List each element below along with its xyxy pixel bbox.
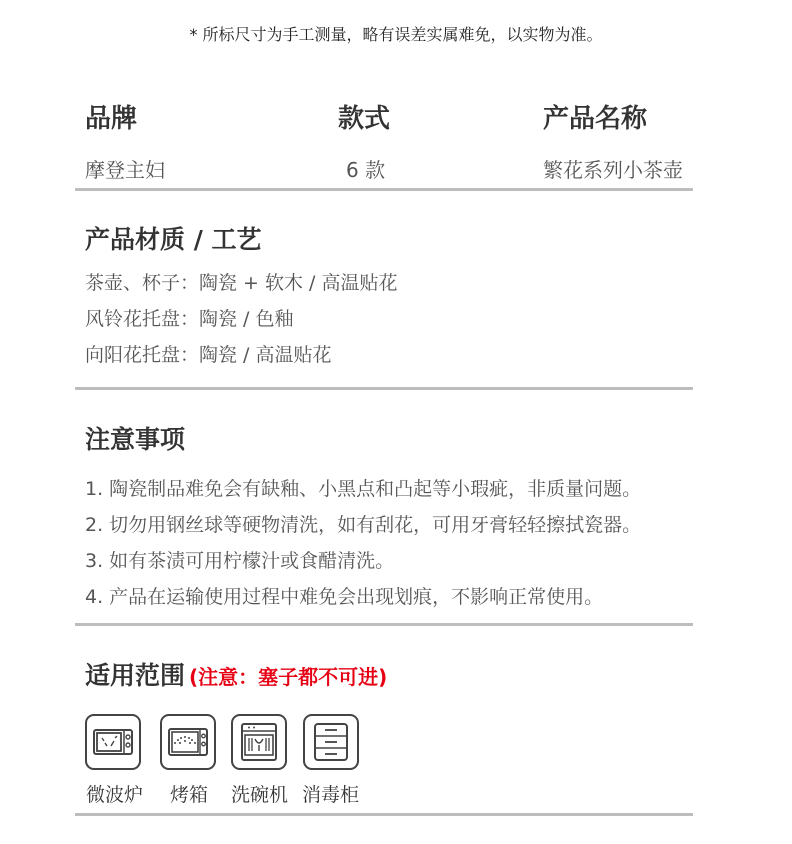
- divider: [75, 188, 693, 191]
- brand-header: 品牌: [85, 104, 138, 134]
- product-name-value: 繁花系列小茶壶: [543, 158, 683, 182]
- brand-value: 摩登主妇: [85, 158, 165, 182]
- dishwasher-icon: [231, 714, 287, 770]
- divider: [75, 387, 693, 390]
- notice-title: 注意事项: [85, 425, 186, 454]
- appliance-label: 洗碗机: [231, 784, 289, 806]
- usage-title: [85, 656, 387, 692]
- appliance-label: 微波炉: [86, 784, 144, 806]
- product-name-header: 产品名称: [543, 104, 648, 134]
- material-title: 产品材质 / 工艺: [85, 225, 262, 254]
- material-line: 风铃花托盘：陶瓷 / 色釉: [85, 308, 294, 330]
- divider: [75, 813, 693, 816]
- notice-item: 2. 切勿用钢丝球等硬物清洗，如有刮花，可用牙膏轻轻擦拭瓷器。: [85, 514, 642, 536]
- material-line: 茶壶、杯子：陶瓷 + 软木 / 高温贴花: [85, 272, 398, 294]
- material-line: 向阳花托盘：陶瓷 / 高温贴花: [85, 344, 332, 366]
- usage-warning: (注意：塞子都不可进): [189, 665, 388, 689]
- usage-title-text: 适用范围: [85, 661, 186, 690]
- oven-icon: [160, 714, 216, 770]
- microwave-icon: [85, 714, 141, 770]
- sterilizer-cabinet-icon: [303, 714, 359, 770]
- appliance-label: 消毒柜: [302, 784, 360, 806]
- measurement-note: * 所标尺寸为手工测量，略有误差实属难免，以实物为准。: [189, 25, 603, 44]
- notice-item: 3. 如有茶渍可用柠檬汁或食醋清洗。: [85, 550, 395, 572]
- notice-item: 4. 产品在运输使用过程中难免会出现划痕，不影响正常使用。: [85, 586, 604, 608]
- style-value: 6 款: [346, 158, 386, 182]
- notice-item: 1. 陶瓷制品难免会有缺釉、小黑点和凸起等小瑕疵，非质量问题。: [85, 478, 642, 500]
- appliance-label: 烤箱: [170, 784, 209, 806]
- style-header: 款式: [338, 104, 391, 134]
- divider: [75, 623, 693, 626]
